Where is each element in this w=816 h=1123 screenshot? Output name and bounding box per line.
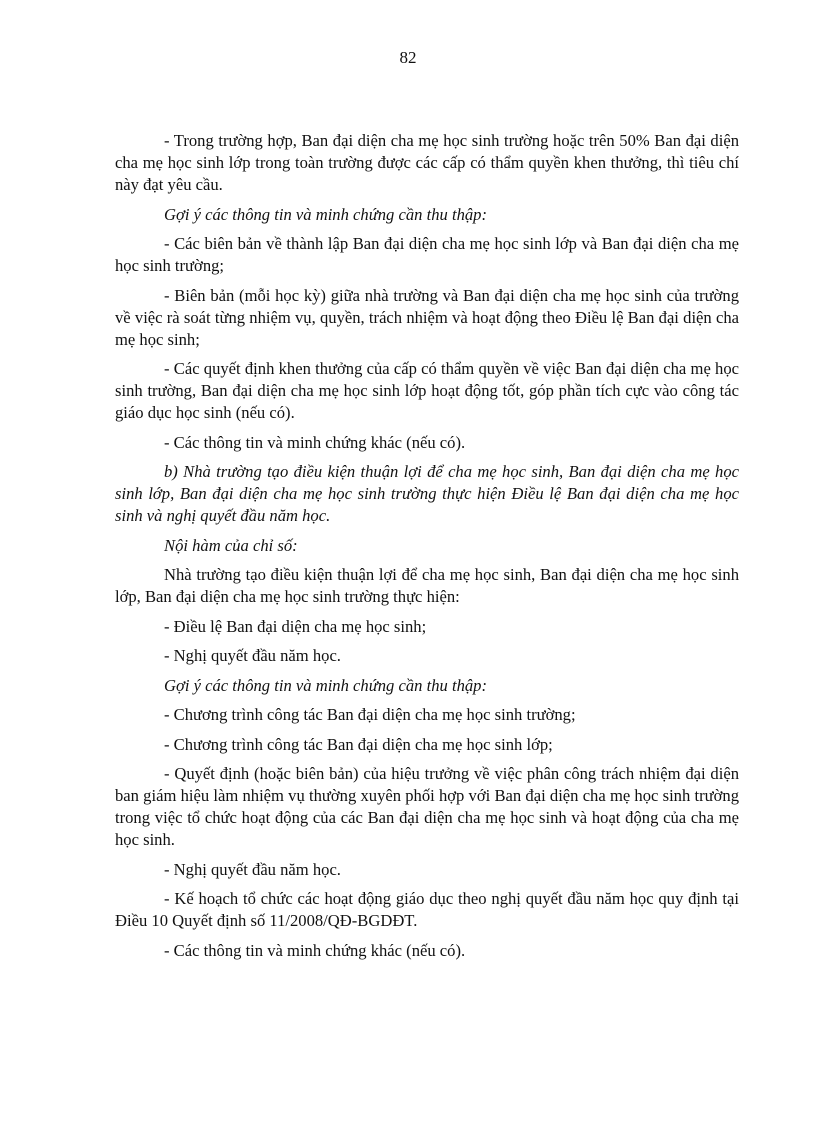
paragraph-evidence-heading: Gợi ý các thông tin và minh chứng cần thu thập: bbox=[164, 675, 487, 695]
paragraph-scope-item: - Điều lệ Ban đại diện cha mẹ học sinh; bbox=[164, 616, 427, 636]
paragraph-evidence-item: - Các thông tin và minh chứng khác (nếu có). bbox=[164, 432, 466, 452]
paragraph-indicator-scope: Nhà trường tạo điều kiện thuận lợi để cha mẹ học sinh, Ban đại diện cha mẹ học sinh lớp, Ban đại diện cha mẹ học sinh trường thực hiện: bbox=[115, 565, 739, 606]
paragraph-evidence-item: - Nghị quyết đầu năm học. bbox=[164, 859, 341, 879]
document-body bbox=[115, 130, 739, 969]
page-number: 82 bbox=[399, 48, 417, 67]
paragraph-scope-item: - Nghị quyết đầu năm học. bbox=[164, 646, 341, 665]
paragraph-evidence-item: - Các biên bản về thành lập Ban đại diện cha mẹ học sinh lớp và Ban đại diện cha mẹ học sinh trường; bbox=[115, 234, 739, 275]
paragraph-evidence-item: - Chương trình công tác Ban đại diện cha mẹ học sinh trường; bbox=[164, 705, 576, 724]
paragraph-evidence-heading: Gợi ý các thông tin và minh chứng cần thu thập: bbox=[164, 204, 487, 224]
paragraph-evidence-item: - Quyết định (hoặc biên bản) của hiệu trưởng về việc phân công trách nhiệm đại diện ban giám hiệu làm nhiệm vụ thường xuyên phối hợp với Ban đại diện cha mẹ học sinh trường trong việc tổ chức hoạt động của các Ban đại diện cha mẹ học sinh và hoạt động của cha mẹ học sinh. bbox=[115, 764, 739, 849]
paragraph-indicator-scope-heading: Nội hàm của chỉ số: bbox=[164, 535, 298, 555]
paragraph-evidence-item: - Kế hoạch tổ chức các hoạt động giáo dục theo nghị quyết đầu năm học quy định tại Điều 10 Quyết định số 11/2008/QĐ-BGDĐT. bbox=[115, 889, 739, 930]
paragraph-criterion-note: - Trong trường hợp, Ban đại diện cha mẹ học sinh trường hoặc trên 50% Ban đại diện cha mẹ học sinh lớp trong toàn trường được các cấp có thẩm quyền khen thưởng, thì tiêu chí này đạt yêu cầu. bbox=[115, 131, 739, 194]
paragraph-evidence-item: - Các thông tin và minh chứng khác (nếu có). bbox=[164, 940, 466, 960]
paragraph-evidence-item: - Các quyết định khen thưởng của cấp có thẩm quyền về việc Ban đại diện cha mẹ học sinh trường, Ban đại diện cha mẹ học sinh lớp hoạt động tốt, góp phần tích cực vào công tác giáo dục học sinh (nếu có). bbox=[115, 359, 739, 422]
paragraph-indicator-b: b) Nhà trường tạo điều kiện thuận lợi để cha mẹ học sinh, Ban đại diện cha mẹ học sinh lớp, Ban đại diện cha mẹ học sinh trường thực hiện Điều lệ Ban đại diện cha mẹ học sinh và nghị quyết đầu năm học. bbox=[115, 462, 739, 525]
paragraph-evidence-item: - Biên bản (mỗi học kỳ) giữa nhà trường và Ban đại diện cha mẹ học sinh của trường về việc rà soát từng nhiệm vụ, quyền, trách nhiệm và hoạt động theo Điều lệ Ban đại diện cha mẹ học sinh; bbox=[115, 285, 739, 349]
paragraph-evidence-item: - Chương trình công tác Ban đại diện cha mẹ học sinh lớp; bbox=[164, 734, 553, 754]
